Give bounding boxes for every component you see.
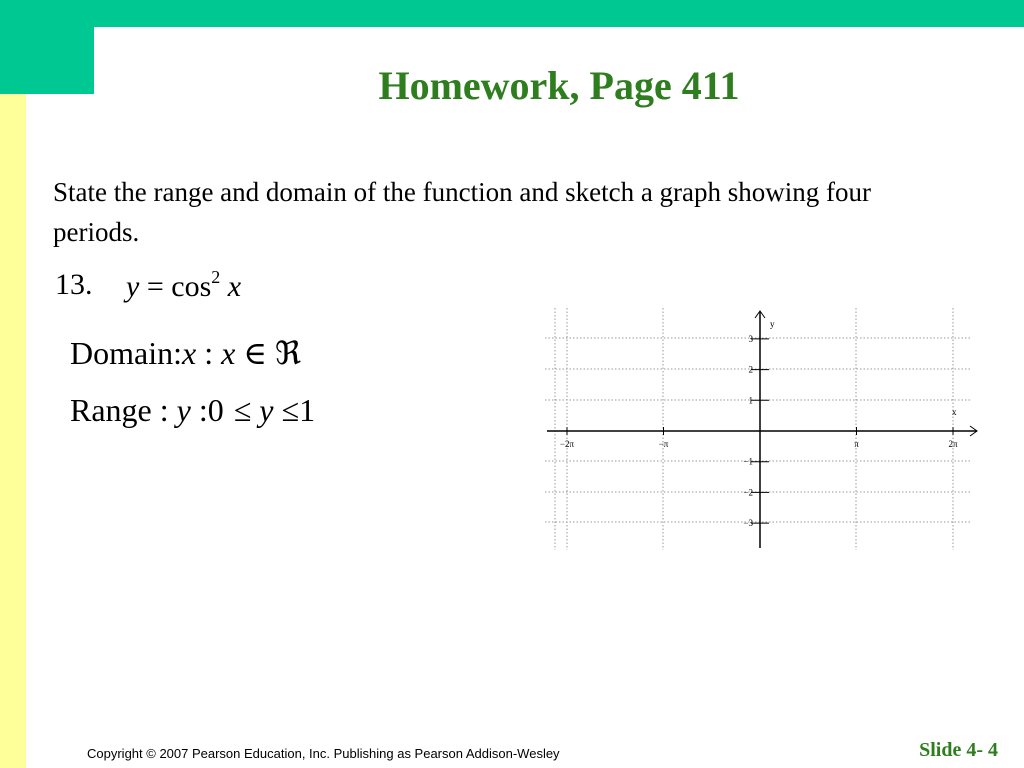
x-tick-label: −π [658,439,669,449]
range-le2: ≤ [281,392,300,428]
y-axis-label: y [770,319,775,329]
domain-set: ℜ [274,335,302,371]
y-tick-label: 2 [748,364,753,375]
x-tick-label: −2π [559,439,575,449]
domain-element-of: ∈ [243,335,267,371]
range-colon2: : [198,392,208,428]
domain-label: Domain: [70,335,182,371]
eq-lhs: y [126,270,140,303]
slide-title: Homework, Page 411 [378,63,740,108]
x-tick-label: 2π [948,439,958,449]
range-var: y [176,392,191,428]
question-text: State the range and domain of the function and sketch a graph showing four periods. [53,177,872,247]
eq-func: cos [171,270,212,303]
corner-accent-block [0,0,94,94]
domain-var: x [181,335,197,371]
y-tick-label: −2 [743,487,753,498]
left-accent-bar [0,94,26,768]
eq-equals: = [146,270,164,303]
slide-number: Slide 4- 4 [919,739,998,761]
y-tick-label: 3 [748,333,753,344]
y-tick-label: −3 [743,518,753,529]
eq-exponent: 2 [211,267,221,287]
x-tick-label: π [854,439,859,449]
range-var2: y [259,392,274,428]
range-high: 1 [299,392,316,428]
range-colon1: : [159,392,169,428]
copyright-notice: Copyright © 2007 Pearson Education, Inc. Publishing as Pearson Addison-Wesley [87,746,560,761]
grid-lines [545,308,970,550]
y-tick-label: 1 [748,395,753,406]
x-axis-label: x [952,407,957,417]
domain-statement [70,334,301,372]
range-le1: ≤ [233,392,252,428]
top-accent-bar [0,0,1024,27]
problem-number: 13. [55,268,93,301]
range-statement [70,392,315,429]
equation [126,267,242,304]
domain-colon: : [204,335,214,371]
coordinate-grid [545,308,980,550]
eq-arg: x [227,270,242,303]
y-tick-label: −1 [743,456,753,467]
range-low: 0 [207,392,224,428]
domain-var2: x [221,335,236,371]
range-label: Range [70,392,152,428]
